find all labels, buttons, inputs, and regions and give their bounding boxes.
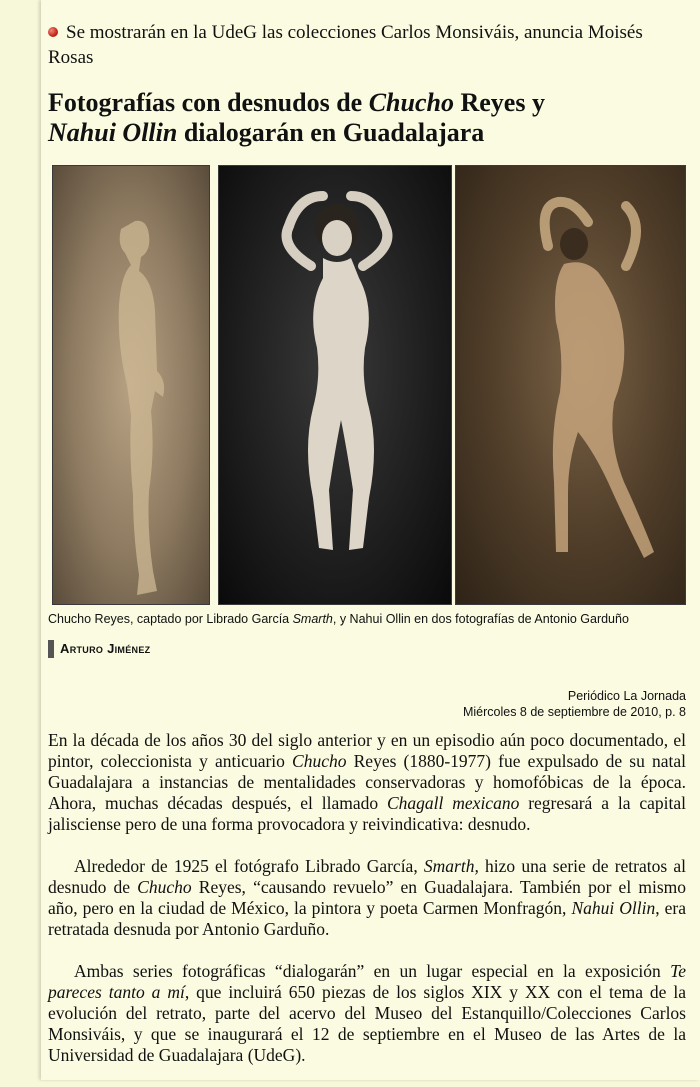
text: Reyes, “causando revuelo” en Guadalajara. También por el mismo año, pero en la ciudad de México, la pintora y poeta Carmen Monfragón,: [48, 877, 686, 918]
text: hizo una serie de retratos al desnudo de: [48, 856, 686, 897]
headline: [48, 88, 688, 148]
byline: Arturo Jiménez: [48, 640, 150, 658]
emphasis: Chucho: [137, 877, 192, 897]
text: , que incluirá 650 piezas de los siglos XIX y XX con el tema de la evolución del retrato, parte del acervo del Museo del Estanquillo/Colecciones Carlos Monsiváis, y que se inaugurará el 12 de septiembre en el Museo de las Artes de la Universidad de Guadalajara (UdeG).: [48, 982, 686, 1065]
bullet-icon: [48, 27, 58, 37]
paragraph: [48, 961, 686, 1066]
kicker: [48, 20, 688, 70]
photo-strip: [52, 165, 686, 605]
caption-text: , y Nahui Ollin en dos fotografías de Antonio Garduño: [332, 612, 629, 626]
emphasis: Te pareces tanto a mí: [48, 961, 686, 1002]
text: , era retratada desnuda por Antonio Garduño.: [48, 898, 686, 939]
source-date: Miércoles 8 de septiembre de 2010, p. 8: [462, 705, 686, 719]
emphasis: Chucho: [292, 751, 347, 771]
photo-nahui-ollin-1: [218, 165, 452, 605]
paragraph: [48, 856, 686, 940]
caption-emphasis: Smarth: [292, 612, 333, 626]
photo-caption: [48, 612, 693, 626]
headline-part: dialogarán en Guadalajara: [177, 118, 485, 147]
photo-nahui-ollin-2: [455, 165, 686, 605]
paragraph: [48, 730, 686, 835]
photo-chucho-reyes: [52, 165, 210, 605]
headline-emphasis: Chucho: [368, 88, 454, 117]
headline-part: Fotografías con desnudos de: [48, 88, 369, 117]
headline-part: Reyes y: [453, 88, 545, 117]
text: regresará a la capital jalisciense pero de una forma provocadora y reivindicativa: desnudo.: [48, 793, 686, 834]
emphasis: Nahui Ollin: [571, 898, 656, 918]
headline-emphasis: Nahui Ollin: [48, 118, 178, 147]
emphasis: Smarth,: [423, 856, 479, 876]
source: [463, 688, 686, 720]
text: Reyes (1880-1977) fue expulsado de su natal Guadalajara a instancias de mentalidades conservadoras y homofóbicas de la época. Ahora, muchas décadas después, el llamado: [48, 751, 687, 813]
text: En la década de los años 30 del siglo anterior y en un episodio aún poco documentado, el pintor, coleccionista y anticuario: [48, 730, 686, 771]
kicker-text: Se mostrarán en la UdeG las colecciones Carlos Monsiváis, anuncia Moisés Rosas: [48, 22, 643, 68]
source-publication: Periódico La Jornada: [567, 689, 686, 703]
caption-text: Chucho Reyes, captado por Librado García: [48, 612, 293, 626]
article-body: [48, 730, 686, 1087]
emphasis: Chagall mexicano: [387, 793, 520, 813]
text: Alrededor de 1925 el fotógrafo Librado García,: [74, 856, 424, 876]
text: Ambas series fotográficas “dialogarán” en un lugar especial en la exposición: [74, 961, 671, 981]
